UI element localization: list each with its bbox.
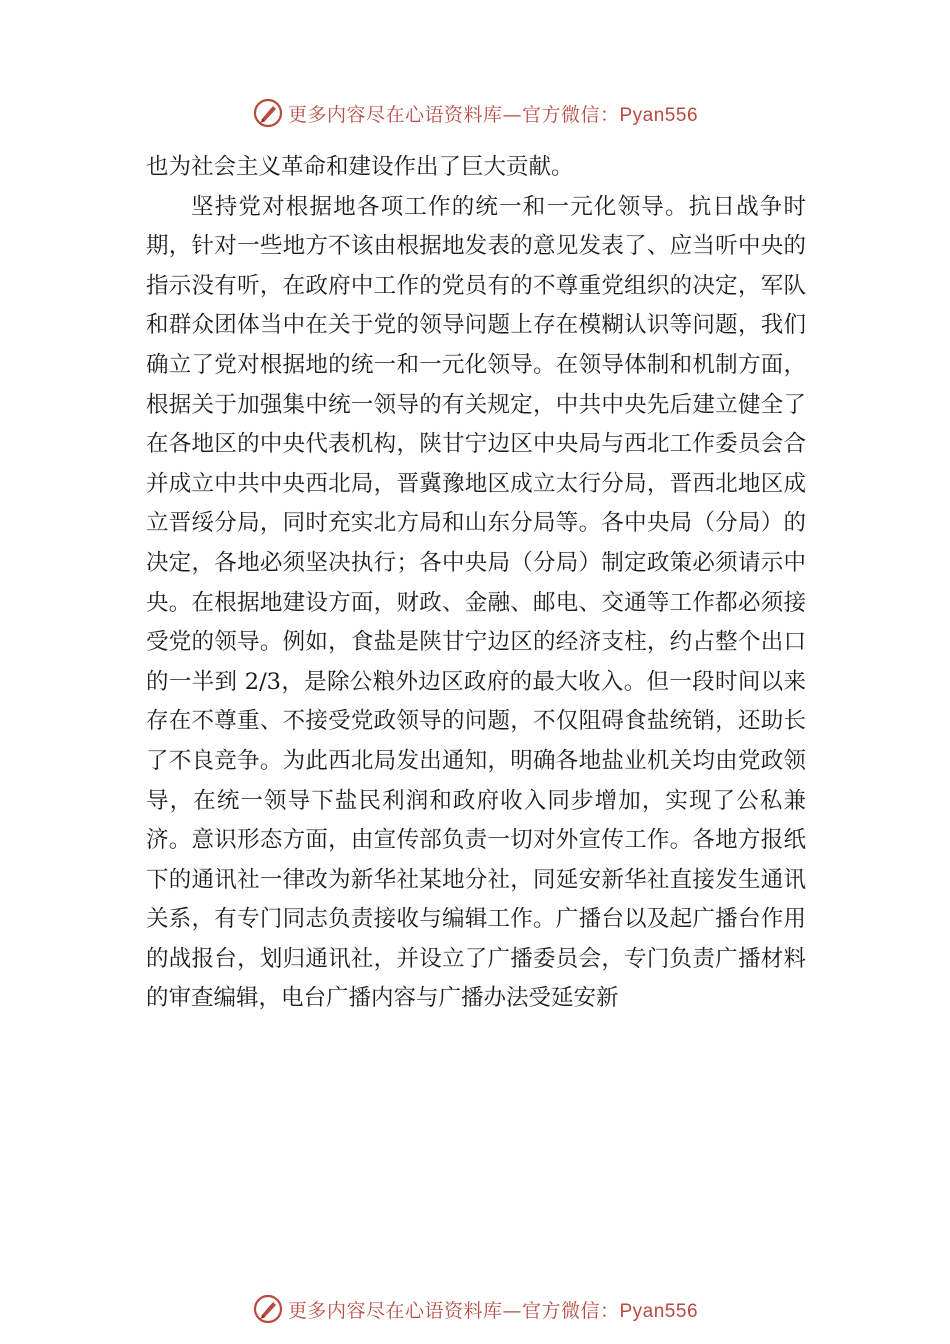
pen-circle-logo-icon — [252, 1293, 284, 1325]
banner-slogan: 更多内容尽在心语资料库—官方微信： — [287, 1299, 620, 1322]
pen-circle-logo-icon — [252, 97, 284, 129]
paragraph: 坚持党对根据地各项工作的统一和一元化领导。抗日战争时期，针对一些地方不该由根据地发表的意见发表了、应当听中央的指示没有听，在政府中工作的党员有的不尊重党组织的决定，军队和群众团体当中在关于党的领导问题上存在模糊认识等问题，我们确立了党对根据地的统一和一元化领导。在领导体制和机制方面，根据关于加强集中统一领导的有关规定，中共中央先后建立健全了在各地区的中央代表机构，陕甘宁边区中央局与西北工作委员会合并成立中共中央西北局，晋冀豫地区成立太行分局，晋西北地区成立晋绥分局，同时充实北方局和山东分局等。各中央局（分局）的决定，各地必须坚决执行；各中央局（分局）制定政策必须请示中央。在根据地建设方面，财政、金融、邮电、交通等工作都必须接受党的领导。例如，食盐是陕甘宁边区的经济支柱，约占整个出口的一半到 2/3，是除公粮外边区政府的最大收入。但一段时间以来存在不尊重、不接受党政领导的问题，不仅阻碍食盐统销，还助长了不良竞争。为此西北局发出通知，明确各地盐业机关均由党政领导，在统一领导下盐民利润和政府收入同步增加，实现了公私兼济。意识形态方面，由宣传部负责一切对外宣传工作。各地方报纸下的通讯社一律改为新华社某地分社，同延安新华社直接发生通讯关系，有专门同志负责接收与编辑工作。广播台以及起广播台作用的战报台，划归通讯社，并设立了广播委员会，专门负责广播材料的审查编辑，电台广播内容与广播办法受延安新 — [146, 193, 806, 1012]
footer-banner — [0, 1289, 950, 1329]
paragraph-continued: 也为社会主义革命和建设作出了巨大贡献。 — [146, 154, 574, 180]
header-banner — [0, 93, 950, 133]
document-body — [146, 148, 806, 1019]
banner-text — [288, 1296, 698, 1323]
banner-wechat-id: Pyan556 — [619, 1300, 699, 1322]
banner-text — [288, 100, 698, 127]
banner-slogan: 更多内容尽在心语资料库—官方微信： — [287, 103, 620, 126]
banner-wechat-id: Pyan556 — [619, 104, 699, 126]
